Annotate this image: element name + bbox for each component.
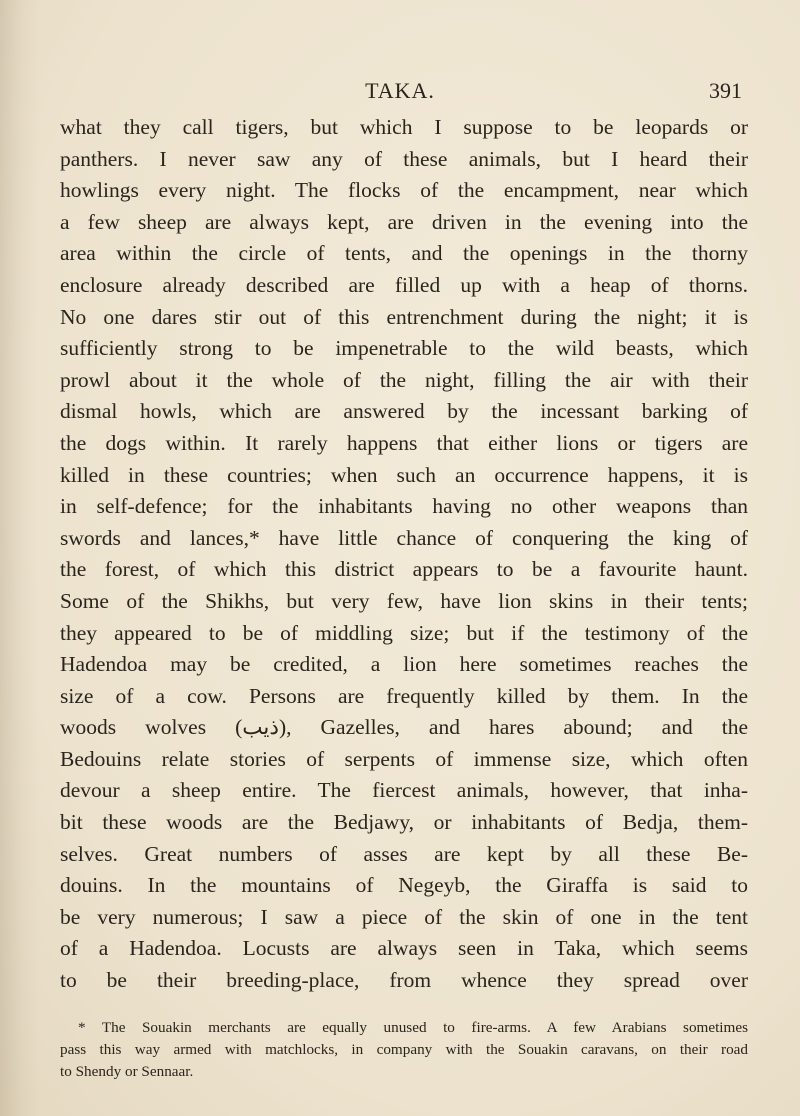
footnote-line: * The Souakin merchants are equally unused to fire-arms. A few Arabians sometimes [78, 1019, 748, 1036]
text-line: prowl about it the whole of the night, filling the air with their [60, 367, 748, 392]
text-line: douins. In the mountains of Negeyb, the Giraffa is said to [60, 873, 748, 898]
body-text [60, 112, 748, 997]
text-line: bit these woods are the Bedjawy, or inhabitants of Bedja, them- [60, 810, 748, 835]
text-line: dismal howls, which are answered by the incessant barking of [60, 399, 748, 424]
page-number: 391 [709, 78, 742, 103]
text-line: Hadendoa may be credited, a lion here sometimes reaches the [60, 652, 748, 677]
text-line: area within the circle of tents, and the openings in the thorny [60, 241, 748, 266]
text-line: devour a sheep entire. The fiercest animals, however, that inha- [60, 778, 748, 803]
text-line: selves. Great numbers of asses are kept by all these Be- [60, 841, 748, 866]
text-line: size of a cow. Persons are frequently killed by them. In the [60, 683, 748, 708]
text-line: a few sheep are always kept, are driven in the evening into the [60, 209, 748, 234]
text-line: of a Hadendoa. Locusts are always seen in Taka, which seems [60, 936, 748, 961]
text-line: killed in these countries; when such an occurrence happens, it is [60, 462, 748, 487]
text-line: sufficiently strong to be impenetrable to the wild beasts, which [60, 336, 748, 361]
text-line: what they call tigers, but which I suppose to be leopards or [60, 115, 748, 139]
page-header [0, 78, 800, 108]
text-line: be very numerous; I saw a piece of the skin of one in the tent [60, 904, 748, 929]
text-line: swords and lances,* have little chance of conquering the king of [60, 525, 748, 550]
text-line: the dogs within. It rarely happens that either lions or tigers are [60, 430, 748, 455]
running-head: TAKA. [365, 78, 435, 103]
text-line: the forest, of which this district appears to be a favourite haunt. [60, 557, 748, 582]
text-line: howlings every night. The flocks of the encampment, near which [60, 178, 748, 203]
text-line: enclosure already described are filled up with a heap of thorns. [60, 272, 748, 297]
text-line: to be their breeding-place, from whence they spread over [60, 968, 748, 993]
text-line: No one dares stir out of this entrenchment during the night; it is [60, 304, 748, 329]
footnote-line: to Shendy or Sennaar. [60, 1063, 194, 1080]
text-line: Bedouins relate stories of serpents of immense size, which often [60, 746, 748, 771]
text-line: in self-defence; for the inhabitants having no other weapons than [60, 494, 748, 519]
text-line: Some of the Shikhs, but very few, have lion skins in their tents; [60, 588, 748, 613]
text-line: panthers. I never saw any of these animals, but I heard their [60, 146, 748, 171]
footnote [60, 1017, 748, 1083]
footnote-line: pass this way armed with matchlocks, in company with the Souakin caravans, on their road [60, 1041, 748, 1058]
text-line: woods wolves (ذيب), Gazelles, and hares abound; and the [60, 715, 748, 740]
text-line: they appeared to be of middling size; but if the testimony of the [60, 620, 748, 645]
